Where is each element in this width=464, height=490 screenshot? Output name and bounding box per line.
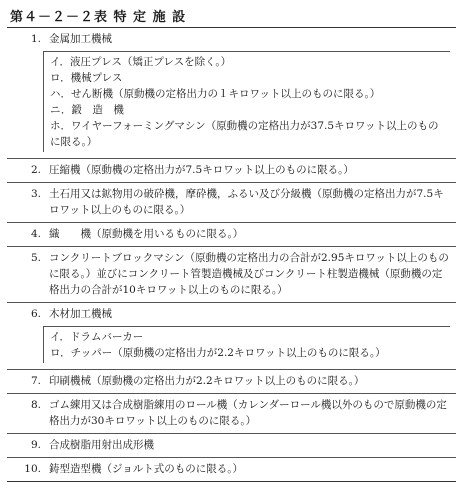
sub-item: イ．液圧プレス（矯正プレスを除く。） (50, 56, 232, 68)
row-text: 土石用又は鉱物用の破砕機，摩砕機，ふるい及び分級機（原動機の定格出力が7.5キロワット以上のものに限る。） (49, 188, 444, 216)
table-row (7, 434, 456, 458)
sub-list (43, 51, 450, 152)
sub-item: ロ．チッパー（原動機の定格出力が2.2キロワット以上のものに限る。） (50, 347, 386, 359)
table-row (7, 303, 456, 370)
row-number: 9. (30, 439, 41, 451)
row-number: 5. (30, 252, 41, 264)
row-text: 鋳型造型機（ジョルト式のものに限る。） (49, 463, 244, 475)
specified-facilities-table (7, 27, 456, 482)
row-text: 圧縮機（原動機の定格出力が7.5キロワット以上のものに限る。） (49, 164, 354, 176)
sub-item: ロ．機械プレス (50, 72, 123, 84)
row-text: 金属加工機械 (49, 33, 112, 45)
table-row (7, 28, 456, 159)
row-number: 7. (30, 375, 41, 387)
row-number: 10. (24, 463, 41, 475)
table-row (7, 370, 456, 394)
row-number: 8. (30, 399, 41, 411)
table-title: 第４－２－２表 特 定 施 設 (10, 10, 187, 25)
row-number: 3. (30, 188, 41, 200)
row-text: 織 機（原動機を用いるものに限る。） (49, 228, 244, 240)
row-text: ゴム練用又は合成樹脂練用のロール機（カレンダーロール機以外のもので原動機の定格出力が30キロワット以上のものに限る。） (49, 399, 447, 427)
table-row (7, 183, 456, 223)
sub-item: ハ．せん断機（原動機の定格出力の１キロワット以上のものに限る。） (50, 88, 381, 100)
row-number: 6. (30, 308, 41, 320)
table-row (7, 394, 456, 434)
sub-item: ニ．鍛 造 機 (50, 104, 124, 116)
row-text: 木材加工機械 (49, 308, 112, 320)
row-text: 印刷機械（原動機の定格出力が2.2キロワット以上のものに限る。） (49, 375, 365, 387)
table-row (7, 223, 456, 247)
sub-item: イ．ドラムバーカー (50, 331, 144, 343)
row-number: 1. (30, 33, 41, 45)
sub-item: ホ．ワイヤーフォーミングマシン（原動機の定格出力が37.5キロワット以上のものに限る。） (50, 120, 439, 148)
row-number: 4. (30, 228, 41, 240)
row-text: コンクリートブロックマシン（原動機の定格出力の合計が2.95キロワット以上のものに限る。）並びにコンクリート管製造機械及びコンクリート柱製造機械（原動機の定格出力の合計が10キロワット以上のものに限る。） (49, 252, 449, 296)
row-text: 合成樹脂用射出成形機 (49, 439, 154, 451)
table-row (7, 159, 456, 183)
row-number: 2. (30, 164, 41, 176)
table-row (7, 458, 456, 481)
sub-list (43, 326, 450, 363)
table-row (7, 247, 456, 303)
